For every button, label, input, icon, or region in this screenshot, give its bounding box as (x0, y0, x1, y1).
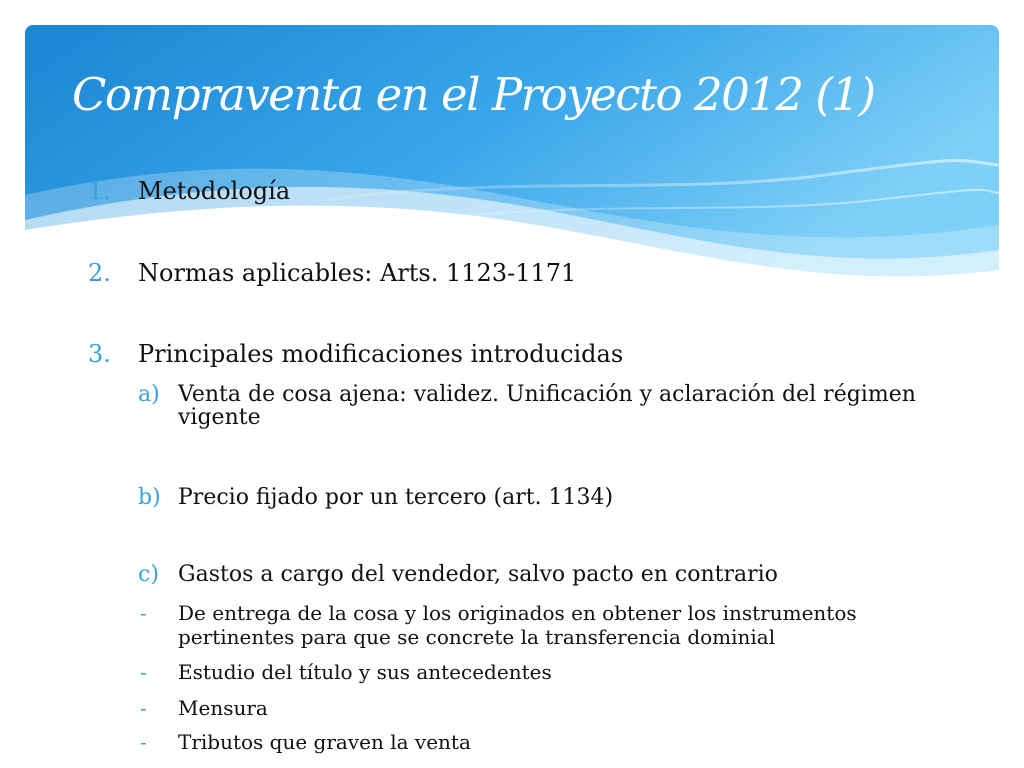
dash-bullet: - (140, 730, 147, 754)
dash-bullet: - (140, 660, 147, 684)
title-banner (25, 25, 999, 285)
list-number: 2. (88, 259, 111, 287)
detail-item-1 (140, 601, 978, 649)
dash-bullet: - (140, 601, 147, 625)
detail-item-4 (140, 730, 978, 754)
sub-item-b (138, 485, 958, 510)
detail-item-text: Tributos que graven la venta (178, 730, 471, 754)
sub-item-a (138, 382, 958, 431)
slide-title: Compraventa en el Proyecto 2012 (1) (72, 68, 875, 121)
sub-item-text: Precio fijado por un tercero (art. 1134) (178, 485, 614, 510)
detail-item-text: Mensura (178, 696, 268, 720)
sub-item-text: Gastos a cargo del vendedor, salvo pacto en contrario (178, 562, 778, 587)
list-number: 1. (88, 177, 111, 205)
sub-item-letter: b) (138, 485, 161, 510)
sub-item-letter: a) (138, 382, 160, 407)
sub-item-c (138, 562, 958, 587)
list-item-1 (88, 177, 291, 206)
dash-bullet: - (140, 696, 147, 720)
sub-item-text: Venta de cosa ajena: validez. Unificación y aclaración del régimen vigente (178, 382, 916, 431)
list-item-3 (88, 340, 624, 369)
detail-item-2 (140, 660, 978, 684)
list-item-text: Principales modificaciones introducidas (138, 340, 624, 368)
detail-item-3 (140, 696, 978, 720)
list-item-text: Metodología (138, 177, 291, 205)
list-item-2 (88, 259, 577, 288)
detail-item-text: De entrega de la cosa y los originados en obtener los instrumentos pertinentes para que se concrete la transferencia dominial (178, 601, 857, 649)
list-item-text: Normas aplicables: Arts. 1123-1171 (138, 259, 577, 287)
detail-item-text: Estudio del título y sus antecedentes (178, 660, 552, 684)
banner-wave-graphic (25, 25, 999, 285)
list-number: 3. (88, 340, 111, 368)
sub-item-letter: c) (138, 562, 159, 587)
